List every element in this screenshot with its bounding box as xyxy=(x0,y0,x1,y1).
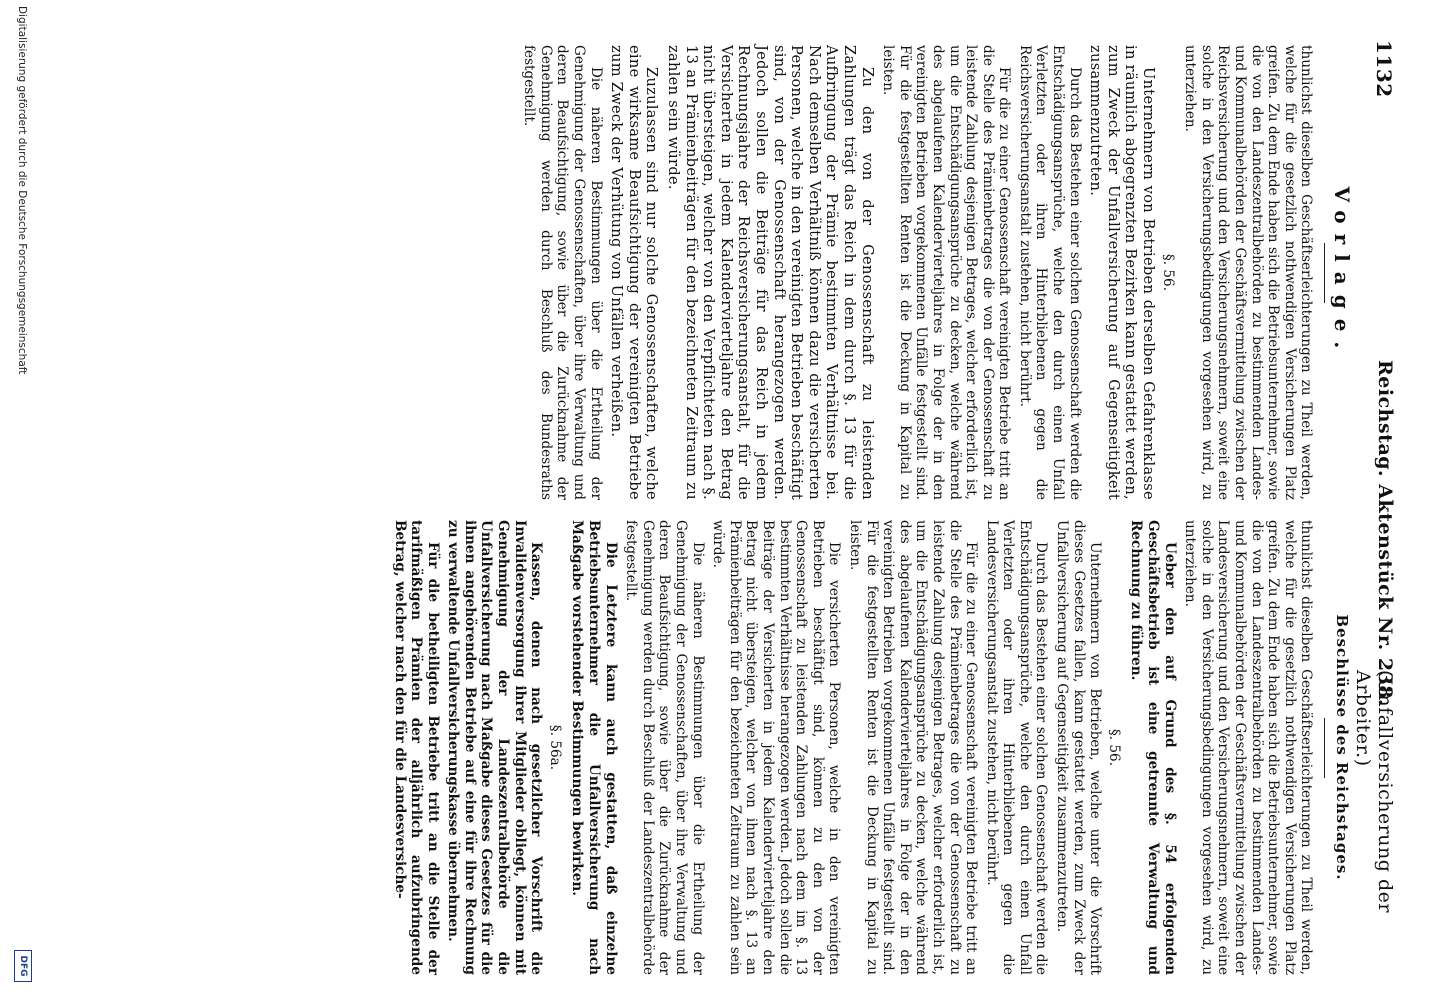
page-number: 1132 xyxy=(1372,40,1396,98)
column-beschluesse xyxy=(387,520,1354,975)
paragraph: thunlichst dieselben Geschäftserleichterungen zu Theil werden, welche für die gesetzlich nothwendigen Versicherungen Platz greifen. Zu dem Ende haben sich die Betriebsunternehmer, sowie die von den Landeszentralbehörden zu bestimmenden Landes- und Kommunalbehörden der Geschäftsvermittelung zwischen der Reichsversicherung und den Versicherungsnehmern, soweit eine solche in den Versicherungsbedingungen vorgesehen wird, zu unterziehen. xyxy=(1182,45,1315,500)
section-heading: §. 56. xyxy=(1159,253,1176,292)
section-heading: §. 56. xyxy=(1105,728,1122,767)
funding-note: Digitalisierung gefördert durch die Deutsche Forschungsgemeinschaft xyxy=(16,6,28,375)
dfg-logo: DFG xyxy=(14,950,32,982)
paragraph: Unternehmern von Betrieben derselben Gefahrenklasse in räumlich abgegrenzten Bezirken kann gestattet werden, zum Zweck der Unfallversicherung auf Gegenseitigkeit zusammenzutreten. xyxy=(1087,45,1158,500)
paragraph: Die versicherten Personen, welche in den vereinigten Betrieben beschäftigt sind, können zu den von der Genossenschaft zu leistenden Zahlungen nach dem im §. 13 bestimmten Verhältnisse herangezogen werden. Jedoch sollen die Beiträge der Versicherten in jedem Kalendervierteljahre den Betrag nicht übersteigen, welcher von ihnen nach §. 13 an Prämienbeiträgen für den bezeichneten Zeitraum zu zahlen sein würde. xyxy=(710,520,843,975)
paragraph: Für die zu einer Genossenschaft vereinigten Betriebe tritt an die Stelle des Prämienbetrages die von der Genossenschaft zu leistende Zahlung desjenigen Betrages, welcher erforderlich ist, um die Entschädigungsansprüche zu decken, welche während des abgelaufenen Kalendervierteljahres in Folge der in den vereinigten Betrieben vorgekommenen Unfälle festgestellt sind. Für die festgestellten Renten ist die Deckung in Kapital zu leisten. xyxy=(880,45,1013,500)
divider xyxy=(1324,718,1325,778)
section-heading: §. 56a. xyxy=(546,724,563,771)
paragraph-bold: Die Letztere kann auch gestatten, daß einzelne Betriebsunternehmer die Unfallversicherung nach Maßgabe vorstehender Bestimmungen bewirken. xyxy=(569,520,619,975)
digitization-footer xyxy=(8,0,34,1000)
paragraph: Die näheren Bestimmungen über die Ertheilung der Genehmigung der Genossenschaften, über ihre Verwaltung und deren Beaufsichtigung, sowie über die Zurücknahme der Genehmigung werden durch Beschluß des Bundesraths festgestellt. xyxy=(521,45,604,500)
paragraph: Unternehmern von Betrieben, welche unter die Vorschrift dieses Gesetzes fallen, kann gestattet werden, zum Zweck der Unfallversicherung auf Gegenseitigkeit zusammenzutreten. xyxy=(1054,520,1104,975)
paragraph: thunlichst dieselben Geschäftserleichterungen zu Theil werden, welche für die gesetzlich nothwendigen Versicherungen Platz greifen. Zu dem Ende haben sich die Betriebsunternehmer, sowie die von den Landeszentralbehörden zu bestimmenden Landes- und Kommunalbehörden der Geschäftsvermittelung zwischen der Landesversicherung und den Versicherungsnehmern, soweit eine solche in den Versicherungsbedingungen vorgesehen wird, zu unterziehen. xyxy=(1182,520,1315,975)
column-vorlage xyxy=(517,45,1354,500)
paragraph-bold: Kassen, denen nach gesetzlicher Vorschrift die Invalidenversorgung ihrer Mitglieder obliegt, können mit Genehmigung der Landeszentralbehörde die Unfallversicherung nach Maßgabe dieses Gesetzes für die ihnen angehörenden Betriebe auf eine für ihre Rechnung zu verwaltende Unfallversicherungskasse übernehmen. xyxy=(445,520,545,975)
paragraph: Die näheren Bestimmungen über die Ertheilung der Genehmigung der Genossenschaften, über ihre Verwaltung und deren Beaufsichtigung, sowie über die Zurücknahme der Genehmigung werden durch Beschluß der Landeszentralbehörde festgestellt. xyxy=(623,520,706,975)
column-title: Vorlage. xyxy=(1330,186,1354,359)
paragraph: Durch das Bestehen einer solchen Genossenschaft werden die Entschädigungsansprüche, welche den durch einen Unfall Verletzten oder ihren Hinterbliebenen gegen die Landesversicherungsanstalt zustehen, nicht berührt. xyxy=(983,520,1050,975)
header-subject: (Unfallversicherung der Arbeiter.) xyxy=(1352,670,1396,913)
paragraph: Für die zu einer Genossenschaft vereinigten Betriebe tritt an die Stelle des Prämienbetrages die von der Genossenschaft zu leistende Zahlung desjenigen Betrages, welcher erforderlich ist, um die Entschädigungsansprüche zu decken, welche während des abgelaufenen Kalendervierteljahres in Folge der in den vereinigten Betrieben vorgekommenen Unfälle festgestellt sind. Für die festgestellten Renten ist die Deckung in Kapital zu leisten. xyxy=(846,520,980,975)
page-header xyxy=(1352,30,1404,975)
paragraph-bold: Für die betheiligten Betriebe tritt an die Stelle der tarifmäßigen Prämien der alljährlich aufzubringende Betrag, welcher nach den für die Landesversiche- xyxy=(391,520,441,975)
column-title: Beschlüsse des Reichstages. xyxy=(1333,614,1351,881)
divider xyxy=(1324,243,1325,303)
header-title: Reichstag. Aktenstück Nr. 238. xyxy=(1374,360,1396,707)
paragraph: Zu den von der Genossenschaft zu leistenden Zahlungen trägt das Reich in dem durch §. 13 für die Aufbringung der Prämie bestimmten Verhältnisse bei. Nach demselben Verhältniß können dazu die versicherten Personen, welche in den vereinigten Betrieben beschäftigt sind, von der Genossenschaft herangezogen werden. Jedoch sollen die Beiträge für das Reich in jedem Rechnungsjahre der Reichsversicherungsanstalt, für die Versicherten in jedem Kalendervierteljahre den Betrag nicht übersteigen, welcher von den Verpflichteten nach §. 13 an Prämienbeiträgen für den bezeichneten Zeitraum zu zahlen sein würde. xyxy=(665,45,876,500)
paragraph-bold: Ueber den auf Grund des §. 54 erfolgenden Geschäftsbetrieb ist eine getrennte Verwaltung und Rechnung zu führen. xyxy=(1128,520,1178,975)
paragraph: Durch das Bestehen einer solchen Genossenschaft werden die Entschädigungsansprüche, welche den durch einen Unfall Verletzten oder ihren Hinterbliebenen gegen die Reichsversicherungsanstalt zustehen, nicht berührt. xyxy=(1016,45,1083,500)
paragraph: Zuzulassen sind nur solche Genossenschaften, welche eine wirksame Beaufsichtigung der vereinigten Betriebe zum Zweck der Verhütung von Unfällen verheißen. xyxy=(608,45,661,500)
